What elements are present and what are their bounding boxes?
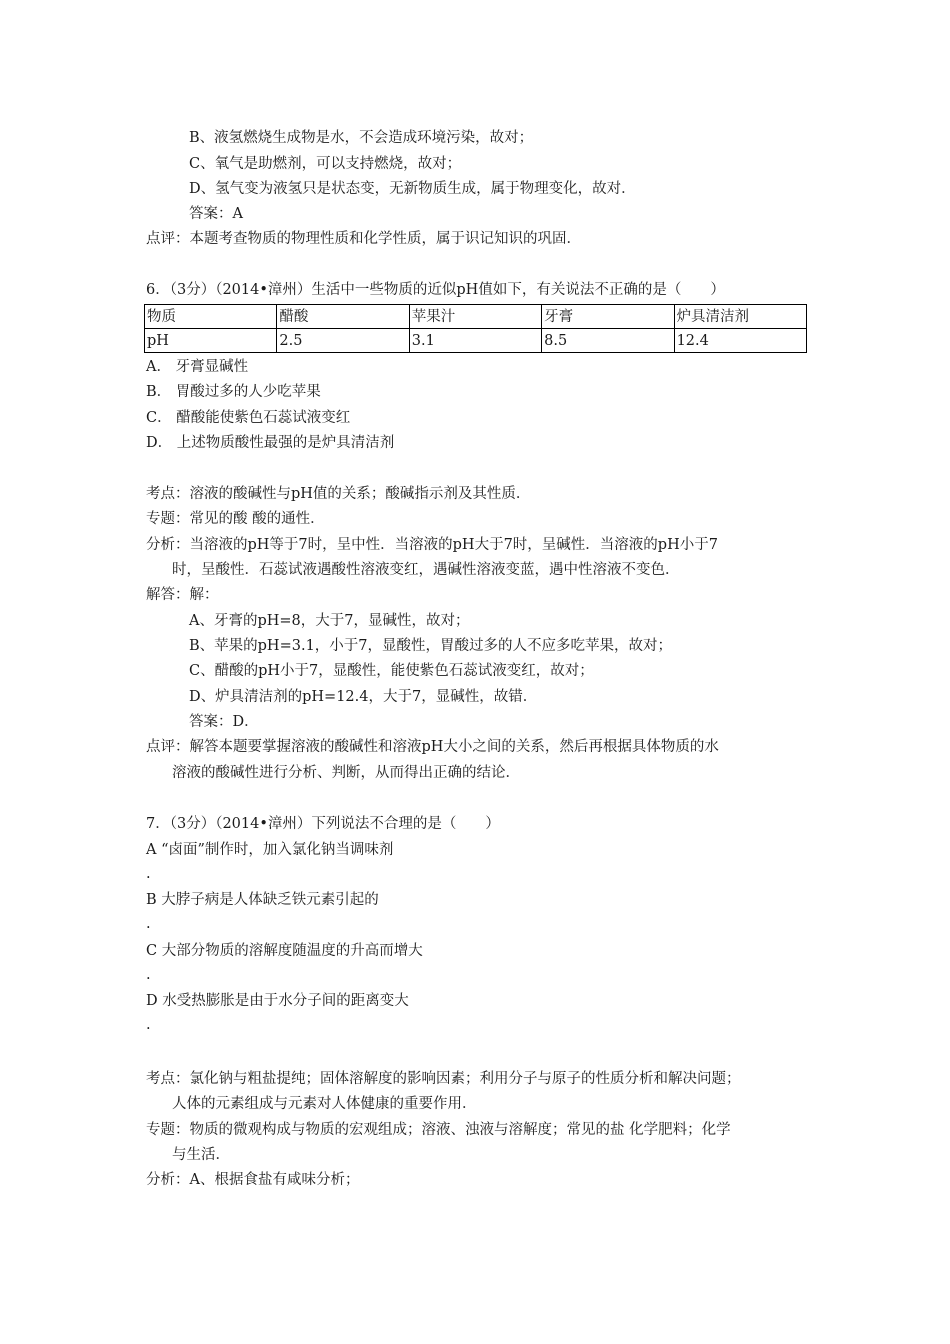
q6-answer: 答案：D． — [189, 714, 259, 730]
q6-stem: 6．（3分）（2014•漳州）生活中一些物质的近似pH值如下，有关说法不正确的是（ ） — [146, 282, 725, 298]
ph-table-cell: 炉具清洁剂 — [674, 305, 806, 329]
q6-option-d: D． 上述物质酸性最强的是炉具清洁剂 — [146, 435, 395, 451]
prev-option-b: B、液氢燃烧生成物是水，不会造成环境污染，故对； — [189, 130, 534, 146]
ph-table-cell: 牙膏 — [542, 305, 674, 329]
q7-option-d: D 水受热膨胀是由于水分子间的距离变大 — [146, 993, 409, 1009]
q7-zhuanti-line1: 专题：物质的微观构成与物质的宏观组成；溶液、浊液与溶解度；常见的盐 化学肥料；化学 — [146, 1122, 731, 1138]
q6-dianping-line1: 点评：解答本题要掌握溶液的酸碱性和溶液pH大小之间的关系，然后再根据具体物质的水 — [146, 739, 719, 755]
ph-table-header-row — [145, 305, 807, 329]
q6-jieda: 解答：解： — [146, 587, 219, 603]
ph-table-cell: 8.5 — [542, 329, 674, 353]
ph-table-cell: 3.1 — [409, 329, 541, 353]
ph-table — [144, 304, 807, 353]
q6-jieda-d: D、炉具清洁剂的pH=12.4，大于7，显碱性，故错． — [189, 689, 538, 705]
q7-stem: 7．（3分）（2014•漳州）下列说法不合理的是（ ） — [146, 816, 500, 832]
q6-option-a: A． 牙膏显碱性 — [146, 359, 249, 375]
q6-jieda-c: C、醋酸的pH小于7，显酸性，能使紫色石蕊试液变红，故对； — [189, 663, 594, 679]
q7-option-c-dot: . — [146, 967, 151, 983]
q6-zhuanti: 专题：常见的酸 酸的通性． — [146, 511, 325, 527]
ph-table-cell: 醋酸 — [277, 305, 409, 329]
ph-table-cell: 2.5 — [277, 329, 409, 353]
q6-dianping-line2: 溶液的酸碱性进行分析、判断，从而得出正确的结论． — [172, 765, 520, 781]
q7-zhuanti-line2: 与生活． — [172, 1147, 230, 1163]
q7-option-d-dot: . — [146, 1017, 151, 1033]
q7-option-a-dot: . — [146, 866, 151, 882]
ph-table-cell: 物质 — [145, 305, 277, 329]
q6-kaodian: 考点：溶液的酸碱性与pH值的关系；酸碱指示剂及其性质． — [146, 486, 531, 502]
q6-fenxi-line1: 分析：当溶液的pH等于7时，呈中性．当溶液的pH大于7时，呈碱性．当溶液的pH小于7 — [146, 537, 718, 553]
ph-table-cell: 12.4 — [674, 329, 806, 353]
q7-option-b-dot: . — [146, 916, 151, 932]
ph-table-cell: 苹果汁 — [409, 305, 541, 329]
ph-table-cell: pH — [145, 329, 277, 353]
prev-comment: 点评：本题考查物质的物理性质和化学性质，属于识记知识的巩固． — [146, 231, 581, 247]
q7-kaodian-line2: 人体的元素组成与元素对人体健康的重要作用． — [172, 1096, 477, 1112]
q7-option-a: A “卤面”制作时，加入氯化钠当调味剂 — [146, 842, 394, 858]
q6-option-b: B． 胃酸过多的人少吃苹果 — [146, 384, 321, 400]
q6-jieda-a: A、牙膏的pH=8，大于7，显碱性，故对； — [189, 613, 470, 629]
q6-jieda-b: B、苹果的pH=3.1，小于7，显酸性，胃酸过多的人不应多吃苹果，故对； — [189, 638, 673, 654]
ph-table-value-row — [145, 329, 807, 353]
q7-fenxi: 分析：A、根据食盐有咸味分析； — [146, 1172, 360, 1188]
prev-option-d: D、氢气变为液氢只是状态变，无新物质生成，属于物理变化，故对． — [189, 181, 636, 197]
q6-option-c: C． 醋酸能使紫色石蕊试液变红 — [146, 410, 351, 426]
prev-option-c: C、氧气是助燃剂，可以支持燃烧，故对； — [189, 156, 462, 172]
q7-kaodian-line1: 考点：氯化钠与粗盐提纯；固体溶解度的影响因素；利用分子与原子的性质分析和解决问题； — [146, 1071, 741, 1087]
q7-option-c: C 大部分物质的溶解度随温度的升高而增大 — [146, 943, 423, 959]
q7-option-b: B 大脖子病是人体缺乏铁元素引起的 — [146, 892, 379, 908]
q6-fenxi-line2: 时，呈酸性．石蕊试液遇酸性溶液变红，遇碱性溶液变蓝，遇中性溶液不变色． — [172, 562, 680, 578]
prev-answer: 答案：A — [189, 206, 243, 222]
